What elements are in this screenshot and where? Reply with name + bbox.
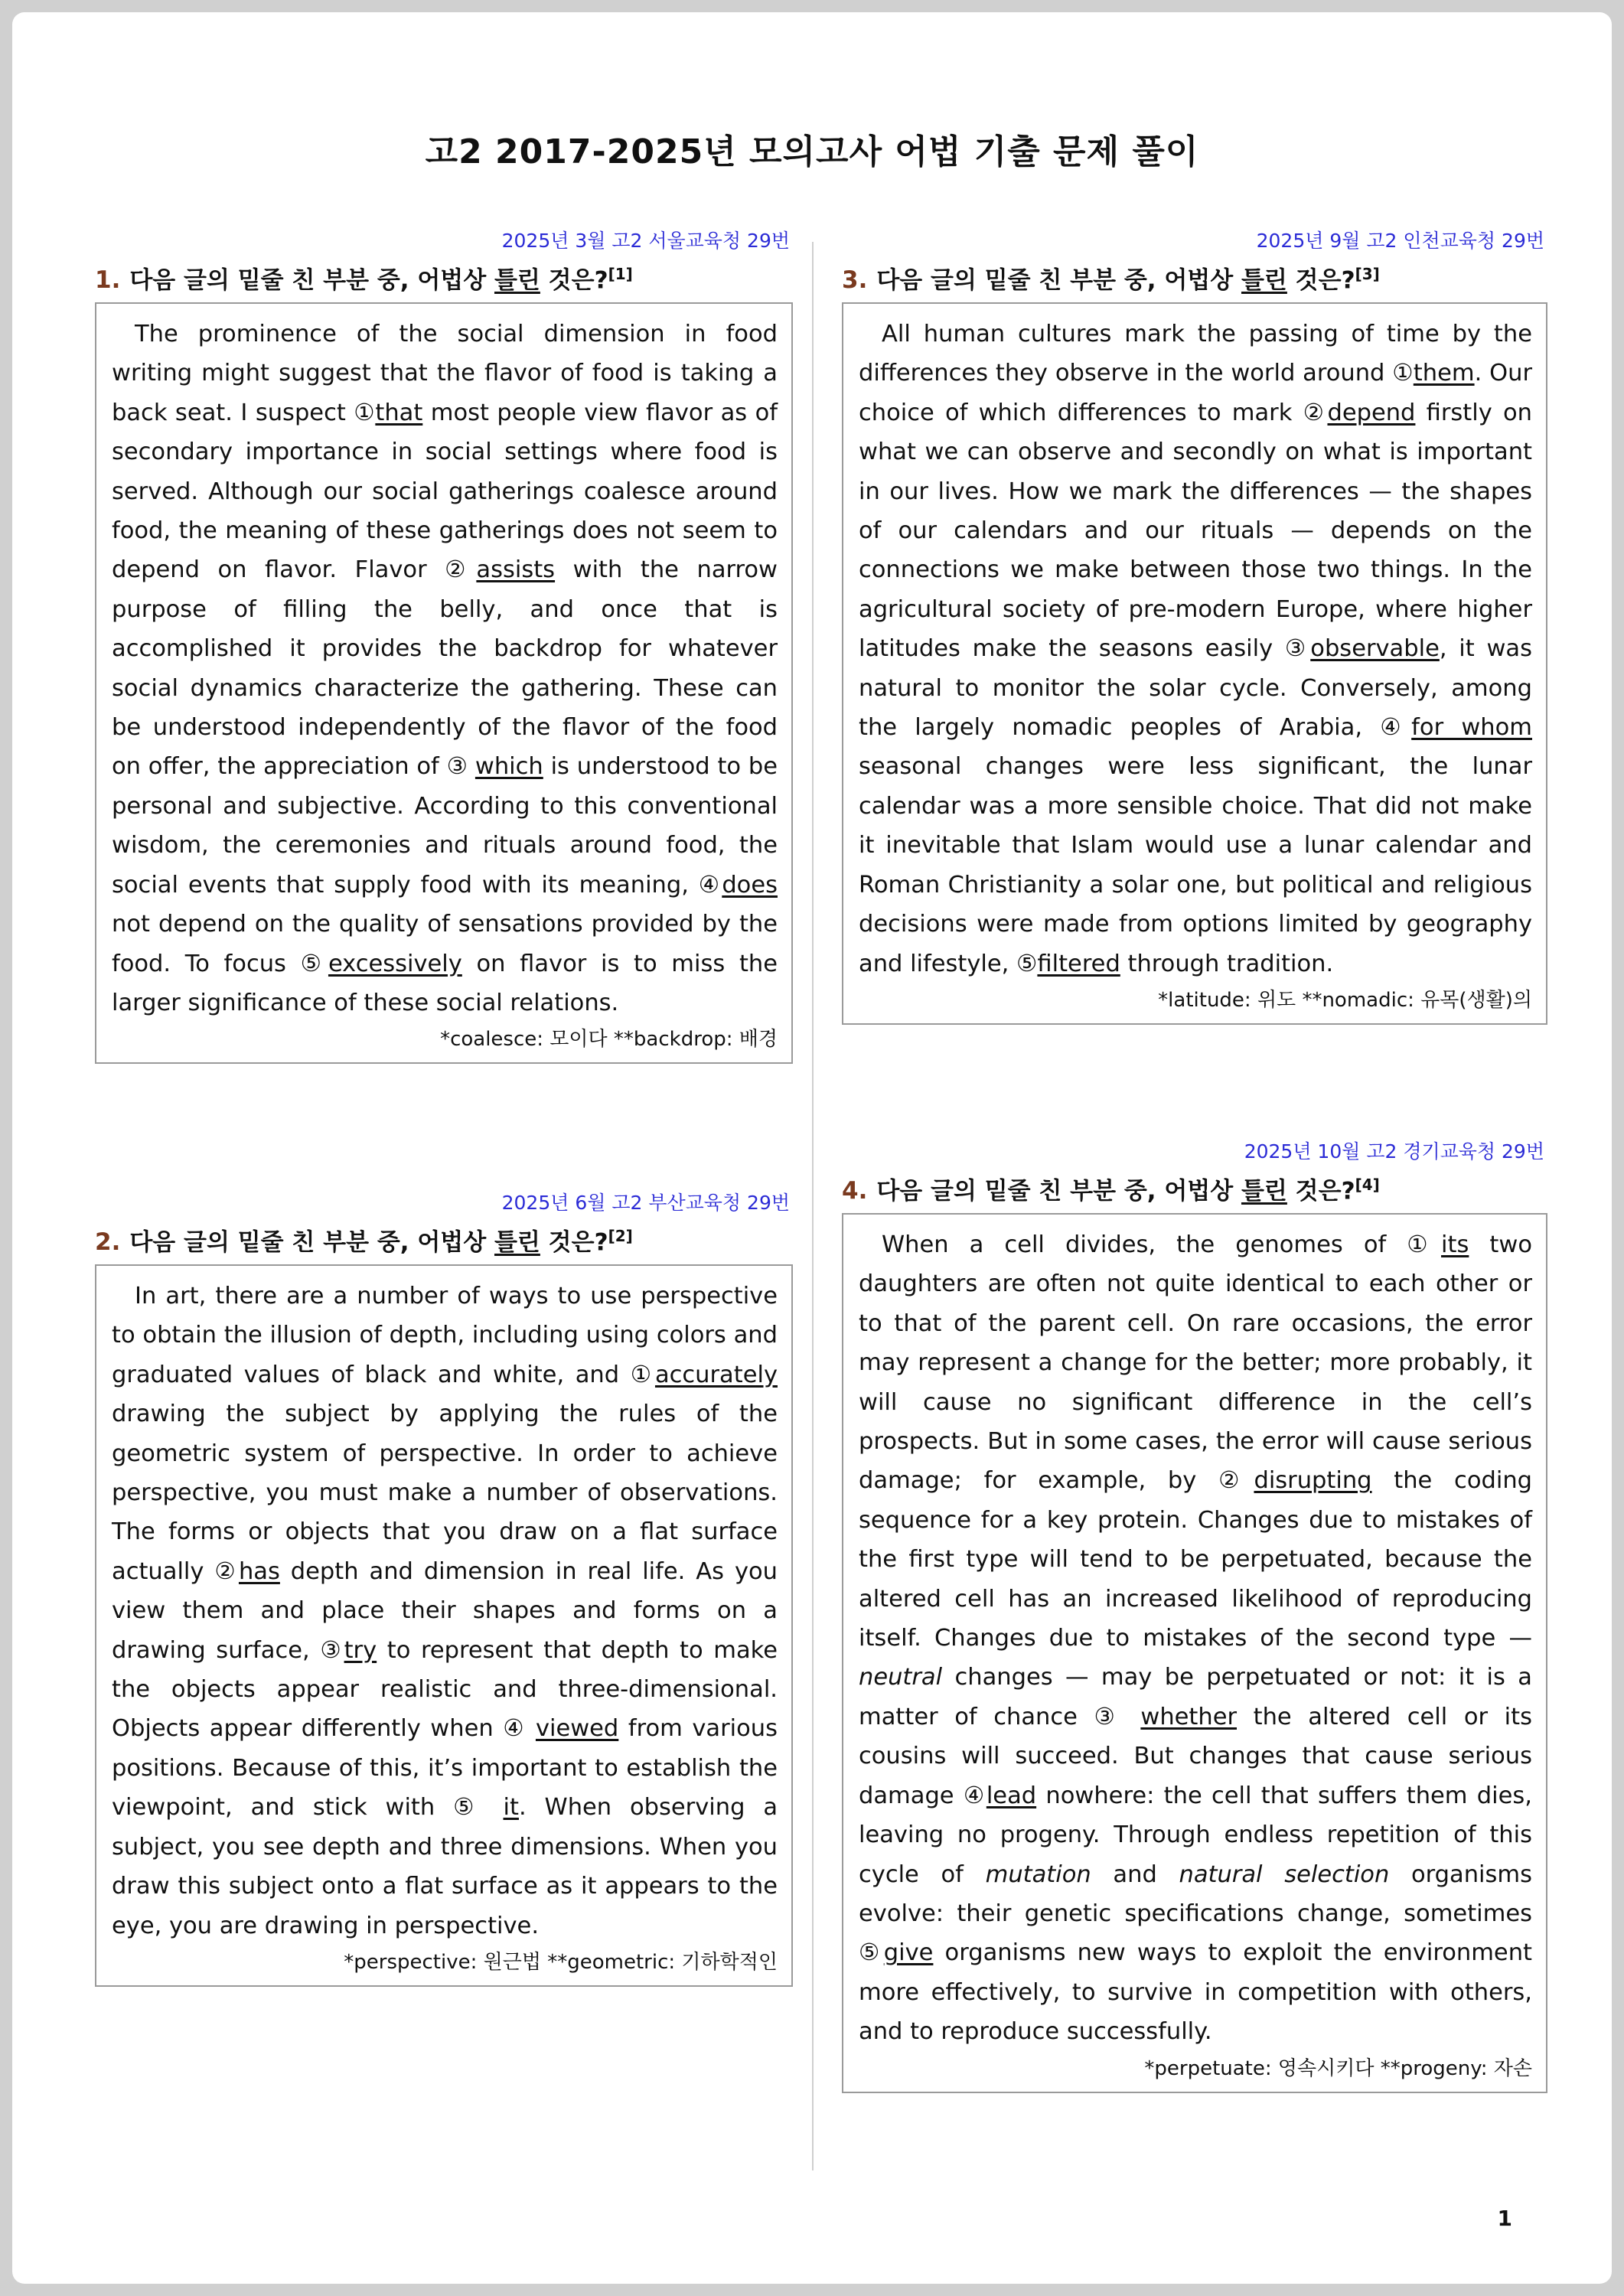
underlined-choice: excessively [328, 950, 462, 977]
underlined-choice: try [344, 1636, 377, 1664]
passage-box [95, 302, 793, 1064]
question-prompt-end: 것은? [1286, 266, 1355, 295]
underlined-choice: depend [1327, 399, 1416, 426]
passage-segment: drawing the subject by applying the rules of the geometric system of perspective. In order to achieve perspective, you must make a number of observations. The forms or objects that you draw on a flat surface actually ② [112, 1401, 778, 1585]
underlined-choice: whether [1140, 1703, 1238, 1730]
question-prompt: 다음 글의 밑줄 친 부분 중, 어법상 [129, 266, 494, 295]
italic-term: natural selection [1179, 1861, 1390, 1888]
footnote-ref: [2] [608, 1227, 633, 1245]
page-number: 1 [1497, 2206, 1512, 2231]
question-prompt-end: 것은? [540, 266, 608, 295]
underlined-choice: observable [1310, 635, 1440, 663]
question-2 [95, 1189, 793, 1987]
passage-box [842, 1213, 1547, 2093]
question-prompt: 다음 글의 밑줄 친 부분 중, 어법상 [876, 266, 1241, 295]
italic-term: mutation [985, 1861, 1091, 1888]
prompt-underlined-word: 틀린 [494, 266, 540, 295]
underlined-choice: viewed [535, 1715, 619, 1743]
question-prompt: 다음 글의 밑줄 친 부분 중, 어법상 [129, 1228, 494, 1257]
underlined-choice: them [1413, 360, 1475, 387]
passage-text [112, 1277, 778, 1945]
passage-segment: seasonal changes were less significant, the lunar calendar was a more sensible choice. That did not make it inevitable that Islam would use a lunar calendar and Roman Christianity a solar one, but political and religious decisions were made from options limited by geography and lifestyle, ⑤ [859, 753, 1532, 977]
passage-box [842, 302, 1547, 1025]
passage-segment: and [1091, 1861, 1179, 1888]
passage-box [95, 1264, 793, 1987]
passage-segment: depth and dimension in real life. As you view them and place their shapes and forms on a drawing surface, ③ [112, 1557, 778, 1664]
question-3 [842, 227, 1547, 1025]
underlined-choice: for whom [1411, 714, 1532, 742]
passage-segment: changes — may be perpetuated or not: it is a matter of chance ③ [859, 1664, 1532, 1730]
passage-segment: The prominence of the social dimension in food writing might suggest that the flavor of food is taking a back seat. I suspect ① [112, 321, 778, 426]
passage-segment: not depend on the quality of sensations provided by the food. To focus ⑤ [112, 911, 778, 977]
underlined-choice: that [375, 399, 423, 426]
passage-segment: In art, there are a number of ways to use perspective to obtain the illusion of depth, including using colors and graduated values of black and white, and ① [112, 1283, 778, 1388]
vocab-note: *perspective: 원근법 **geometric: 기하학적인 [344, 1950, 778, 1974]
question-1 [95, 227, 793, 1064]
question-source: 2025년 9월 고2 인천교육청 29번 [1256, 230, 1544, 252]
passage-segment: the coding sequence for a key protein. Changes due to mistakes of the first type will tend to be perpetuated, because the altered cell has an increased likelihood of reproducing itself. Changes due to mistakes of the second type — [859, 1467, 1533, 1652]
underlined-choice: does [722, 871, 778, 899]
passage-segment: through tradition. [1120, 950, 1334, 977]
passage-segment: is understood to be personal and subjective. According to this conventional wisdom, the ceremonies and rituals around food, the social events that supply food with its meaning, ④ [112, 753, 778, 899]
question-number: 4. [842, 1177, 868, 1205]
question-number: 1. [95, 266, 121, 295]
underlined-choice: has [238, 1557, 280, 1585]
passage-segment: from various positions. Because of this, it’s important to establish the viewpoint, and stick with ⑤ [112, 1715, 778, 1821]
vocab-note: *coalesce: 모이다 **backdrop: 배경 [440, 1028, 778, 1052]
passage-segment: to represent that depth to make the objects appear realistic and three-dimensional. Objects appear differently when ④ [112, 1636, 778, 1743]
column-divider [812, 242, 814, 2170]
passage-segment: on flavor is to miss the larger significance of these social relations. [112, 950, 778, 1016]
page-title: 고2 2017-2025년 모의고사 어법 기출 문제 풀이 [425, 132, 1199, 171]
question-source: 2025년 3월 고2 서울교육청 29번 [501, 230, 790, 252]
passage-text [112, 315, 778, 1022]
passage-segment: with the narrow purpose of filling the belly, and once that is accomplished it provides the backdrop for whatever social dynamics characterize the gathering. These can be understood independently of the flavor of the food on offer, the appreciation of ③ [112, 556, 778, 781]
prompt-underlined-word: 틀린 [1241, 266, 1287, 295]
underlined-choice: disrupting [1254, 1467, 1372, 1495]
underlined-choice: it [503, 1794, 519, 1821]
footnote-ref: [4] [1355, 1176, 1380, 1194]
passage-segment: organisms evolve: their genetic specifications change, sometimes ⑤ [859, 1861, 1532, 1967]
underlined-choice: give [883, 1939, 934, 1967]
passage-segment: . Our choice of which differences to mark ② [859, 360, 1532, 426]
underlined-choice: filtered [1037, 950, 1120, 977]
question-header [842, 1166, 1547, 1204]
passage-segment: most people view flavor as of secondary importance in social settings where food is served. Although our social gatherings coalesce around food, the meaning of these gatherings does not seem to depend on flavor. Flavor ② [112, 399, 778, 584]
vocab-note: *perpetuate: 영속시키다 **progeny: 자손 [1144, 2056, 1532, 2080]
question-prompt: 다음 글의 밑줄 친 부분 중, 어법상 [876, 1177, 1241, 1205]
question-prompt-end: 것은? [540, 1228, 608, 1257]
passage-segment: two daughters are often not quite identical to each other or to that of the parent cell. On rare occasions, the error may represent a change for the better; more probably, it will cause no significant difference in the cell’s prospects. But in some cases, the error will cause serious damage; for example, by ② [859, 1231, 1533, 1495]
question-source: 2025년 6월 고2 부산교육청 29번 [501, 1192, 790, 1214]
underlined-choice: lead [986, 1782, 1037, 1809]
passage-segment: . When observing a subject, you see depth and three dimensions. When you draw this subject onto a flat surface as it appears to the eye, you are drawing in perspective. [112, 1794, 778, 1939]
question-4 [842, 1138, 1547, 2093]
passage-segment: organisms new ways to exploit the environment more effectively, to survive in competition with others, and to reproduce successfully. [859, 1939, 1532, 2046]
vocab-note: *latitude: 위도 **nomadic: 유목(생활)의 [1158, 988, 1532, 1012]
question-header [95, 1217, 793, 1255]
passage-segment: firstly on what we can observe and secondly on what is important in our lives. How we mark the differences — the shapes of our calendars and our rituals — depends on the connections we make between those two things. In the agricultural society of pre-modern Europe, where higher latitudes make the seasons easily ③ [859, 399, 1532, 663]
question-prompt-end: 것은? [1286, 1177, 1355, 1205]
underlined-choice: accurately [654, 1361, 778, 1388]
question-header [842, 255, 1547, 293]
worksheet-page [12, 12, 1612, 2284]
question-number: 3. [842, 266, 868, 295]
question-source: 2025년 10월 고2 경기교육청 29번 [1244, 1140, 1544, 1163]
footnote-ref: [3] [1355, 265, 1380, 283]
question-header [95, 255, 793, 293]
prompt-underlined-word: 틀린 [494, 1228, 540, 1257]
underlined-choice: its [1441, 1231, 1469, 1258]
passage-text [859, 1225, 1532, 2052]
passage-text [859, 315, 1532, 983]
footnote-ref: [1] [608, 265, 633, 283]
prompt-underlined-word: 틀린 [1241, 1177, 1287, 1205]
passage-segment: All human cultures mark the passing of time by the differences they observe in the world around ① [859, 321, 1532, 387]
passage-segment: When a cell divides, the genomes of ① [882, 1231, 1442, 1258]
underlined-choice: which [474, 753, 543, 781]
italic-term: neutral [859, 1664, 943, 1691]
passage-segment: nowhere: the cell that suffers them dies, leaving no progeny. Through endless repetition of this cycle of [859, 1782, 1532, 1888]
passage-segment: the altered cell or its cousins will succeed. But changes that cause serious damage ④ [859, 1703, 1532, 1809]
underlined-choice: assists [476, 556, 556, 584]
question-number: 2. [95, 1228, 121, 1257]
passage-segment: , it was natural to monitor the solar cycle. Conversely, among the largely nomadic peoples of Arabia, ④ [859, 635, 1532, 742]
